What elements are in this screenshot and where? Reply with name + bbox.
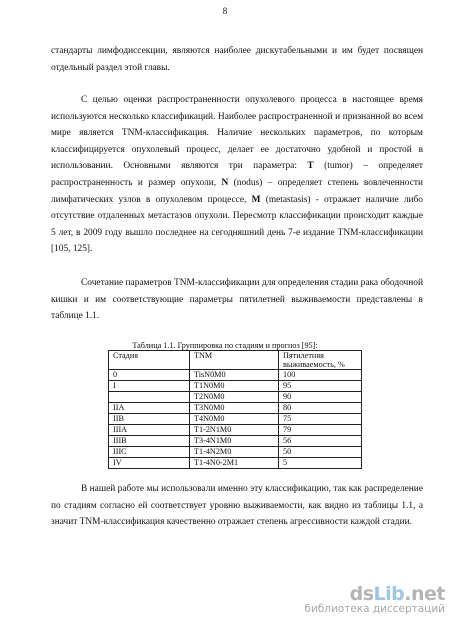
- paragraph-conclusion: [51, 481, 423, 531]
- page-number: 8: [222, 6, 228, 16]
- table-row: [109, 436, 362, 447]
- cell-survival: 75: [279, 414, 362, 425]
- table-row: [109, 425, 362, 436]
- cell-stage: IIIC: [109, 447, 190, 458]
- cell-stage: I: [109, 381, 190, 392]
- paragraph-2-part-c: (nodus) – определяет степень вовлеченности лимфатических узлов в опухолевом процессе,: [51, 177, 423, 205]
- watermark-subtitle: библиотека диссертаций: [304, 603, 445, 615]
- cell-survival: 79: [279, 425, 362, 436]
- cell-stage: [109, 392, 190, 403]
- paragraph-tnm-description: [51, 92, 423, 258]
- paragraph-intro-continuation: [51, 43, 423, 76]
- paragraph-2-part-a: С целью оценки распространенности опухолевого процесса в настоящее время используются несколько классификаций. Наиболее распространенной и признанной во всем мире является TNM-классификация. Наличие нескольких параметров, по которым классифицируется опухолевый процесс, делает ее достаточно удобной и простой в использовании. Основными являются три параметра:: [51, 95, 423, 172]
- watermark-logo-net: .net: [404, 583, 445, 605]
- paragraph-table-reference: [51, 275, 423, 325]
- cell-tnm: T4N0M0: [190, 414, 279, 425]
- cell-stage: IIB: [109, 414, 190, 425]
- cell-survival: 100: [279, 370, 362, 381]
- cell-survival: 90: [279, 392, 362, 403]
- cell-tnm: T1N0M0: [190, 381, 279, 392]
- cell-survival: 80: [279, 403, 362, 414]
- cell-tnm: T2N0M0: [190, 392, 279, 403]
- cell-survival: 56: [279, 436, 362, 447]
- cell-stage: IIIA: [109, 425, 190, 436]
- table-body: [109, 370, 362, 469]
- watermark-logo: [295, 583, 445, 605]
- stage-table: [108, 350, 362, 469]
- header-stage: Стадия: [109, 351, 190, 370]
- paragraph-3: Сочетание параметров TNM-классификации для определения стадии рака ободочной кишки и им соответствующие параметры пятилетней выживаемости представлены в таблице 1.1.: [51, 278, 423, 322]
- cell-survival: 50: [279, 447, 362, 458]
- cell-stage: IIA: [109, 403, 190, 414]
- cell-stage: IIIB: [109, 436, 190, 447]
- table-row: [109, 370, 362, 381]
- cell-tnm: T1-4N0-2M1: [190, 458, 279, 469]
- watermark: [295, 583, 445, 615]
- param-t-bold: Т: [307, 161, 314, 172]
- cell-survival: 5: [279, 458, 362, 469]
- header-tnm: TNM: [190, 351, 279, 370]
- table-header-row: [109, 351, 362, 370]
- header-survival: Пятилетняя выживаемость, %: [279, 351, 362, 370]
- param-m-bold: М: [251, 194, 261, 205]
- cell-tnm: T3-4N1M0: [190, 436, 279, 447]
- param-n-bold: N: [221, 177, 229, 188]
- paragraph-1: стандарты лимфодиссекции, являются наиболее дискутабельными и им будет посвящен отдельный раздел этой главы.: [51, 46, 423, 73]
- cell-tnm: TisN0M0: [190, 370, 279, 381]
- cell-stage: IV: [109, 458, 190, 469]
- table-caption: Таблица 1.1. Группировка по стадиям и прогноз [95]:: [132, 341, 318, 350]
- table-row: [109, 447, 362, 458]
- cell-stage: 0: [109, 370, 190, 381]
- watermark-logo-lib: Lib: [373, 583, 405, 605]
- watermark-logo-ds: ds: [349, 583, 374, 605]
- cell-tnm: T1-4N2M0: [190, 447, 279, 458]
- cell-tnm: T1-2N1M0: [190, 425, 279, 436]
- cell-survival: 95: [279, 381, 362, 392]
- table-row: [109, 381, 362, 392]
- table-row: [109, 392, 362, 403]
- table-row: [109, 458, 362, 469]
- cell-tnm: T3N0M0: [190, 403, 279, 414]
- paragraph-2: [51, 92, 423, 258]
- table-row: [109, 414, 362, 425]
- paragraph-4: В нашей работе мы использовали именно эту классификацию, так как распределение по стадиям согласно ей соответствует уровню выживаемости, как видно из таблицы 1.1, а значит TNM-классификация качественно отражает степень агрессивности каждой стадии.: [51, 484, 423, 528]
- paragraph-2-part-d: (metastasis) - отражает наличие либо отсутствие отдаленных метастазов опухоли. Пересмотр классификации происходит каждые 5 лет, в 2009 году вышло последнее на сегодняшний день 7-е издание TNM-классификации [105, 125].: [51, 194, 423, 255]
- table-row: [109, 403, 362, 414]
- paragraph-2-part-b: (tumor) – определяет распространенность и размер опухоли,: [51, 161, 424, 188]
